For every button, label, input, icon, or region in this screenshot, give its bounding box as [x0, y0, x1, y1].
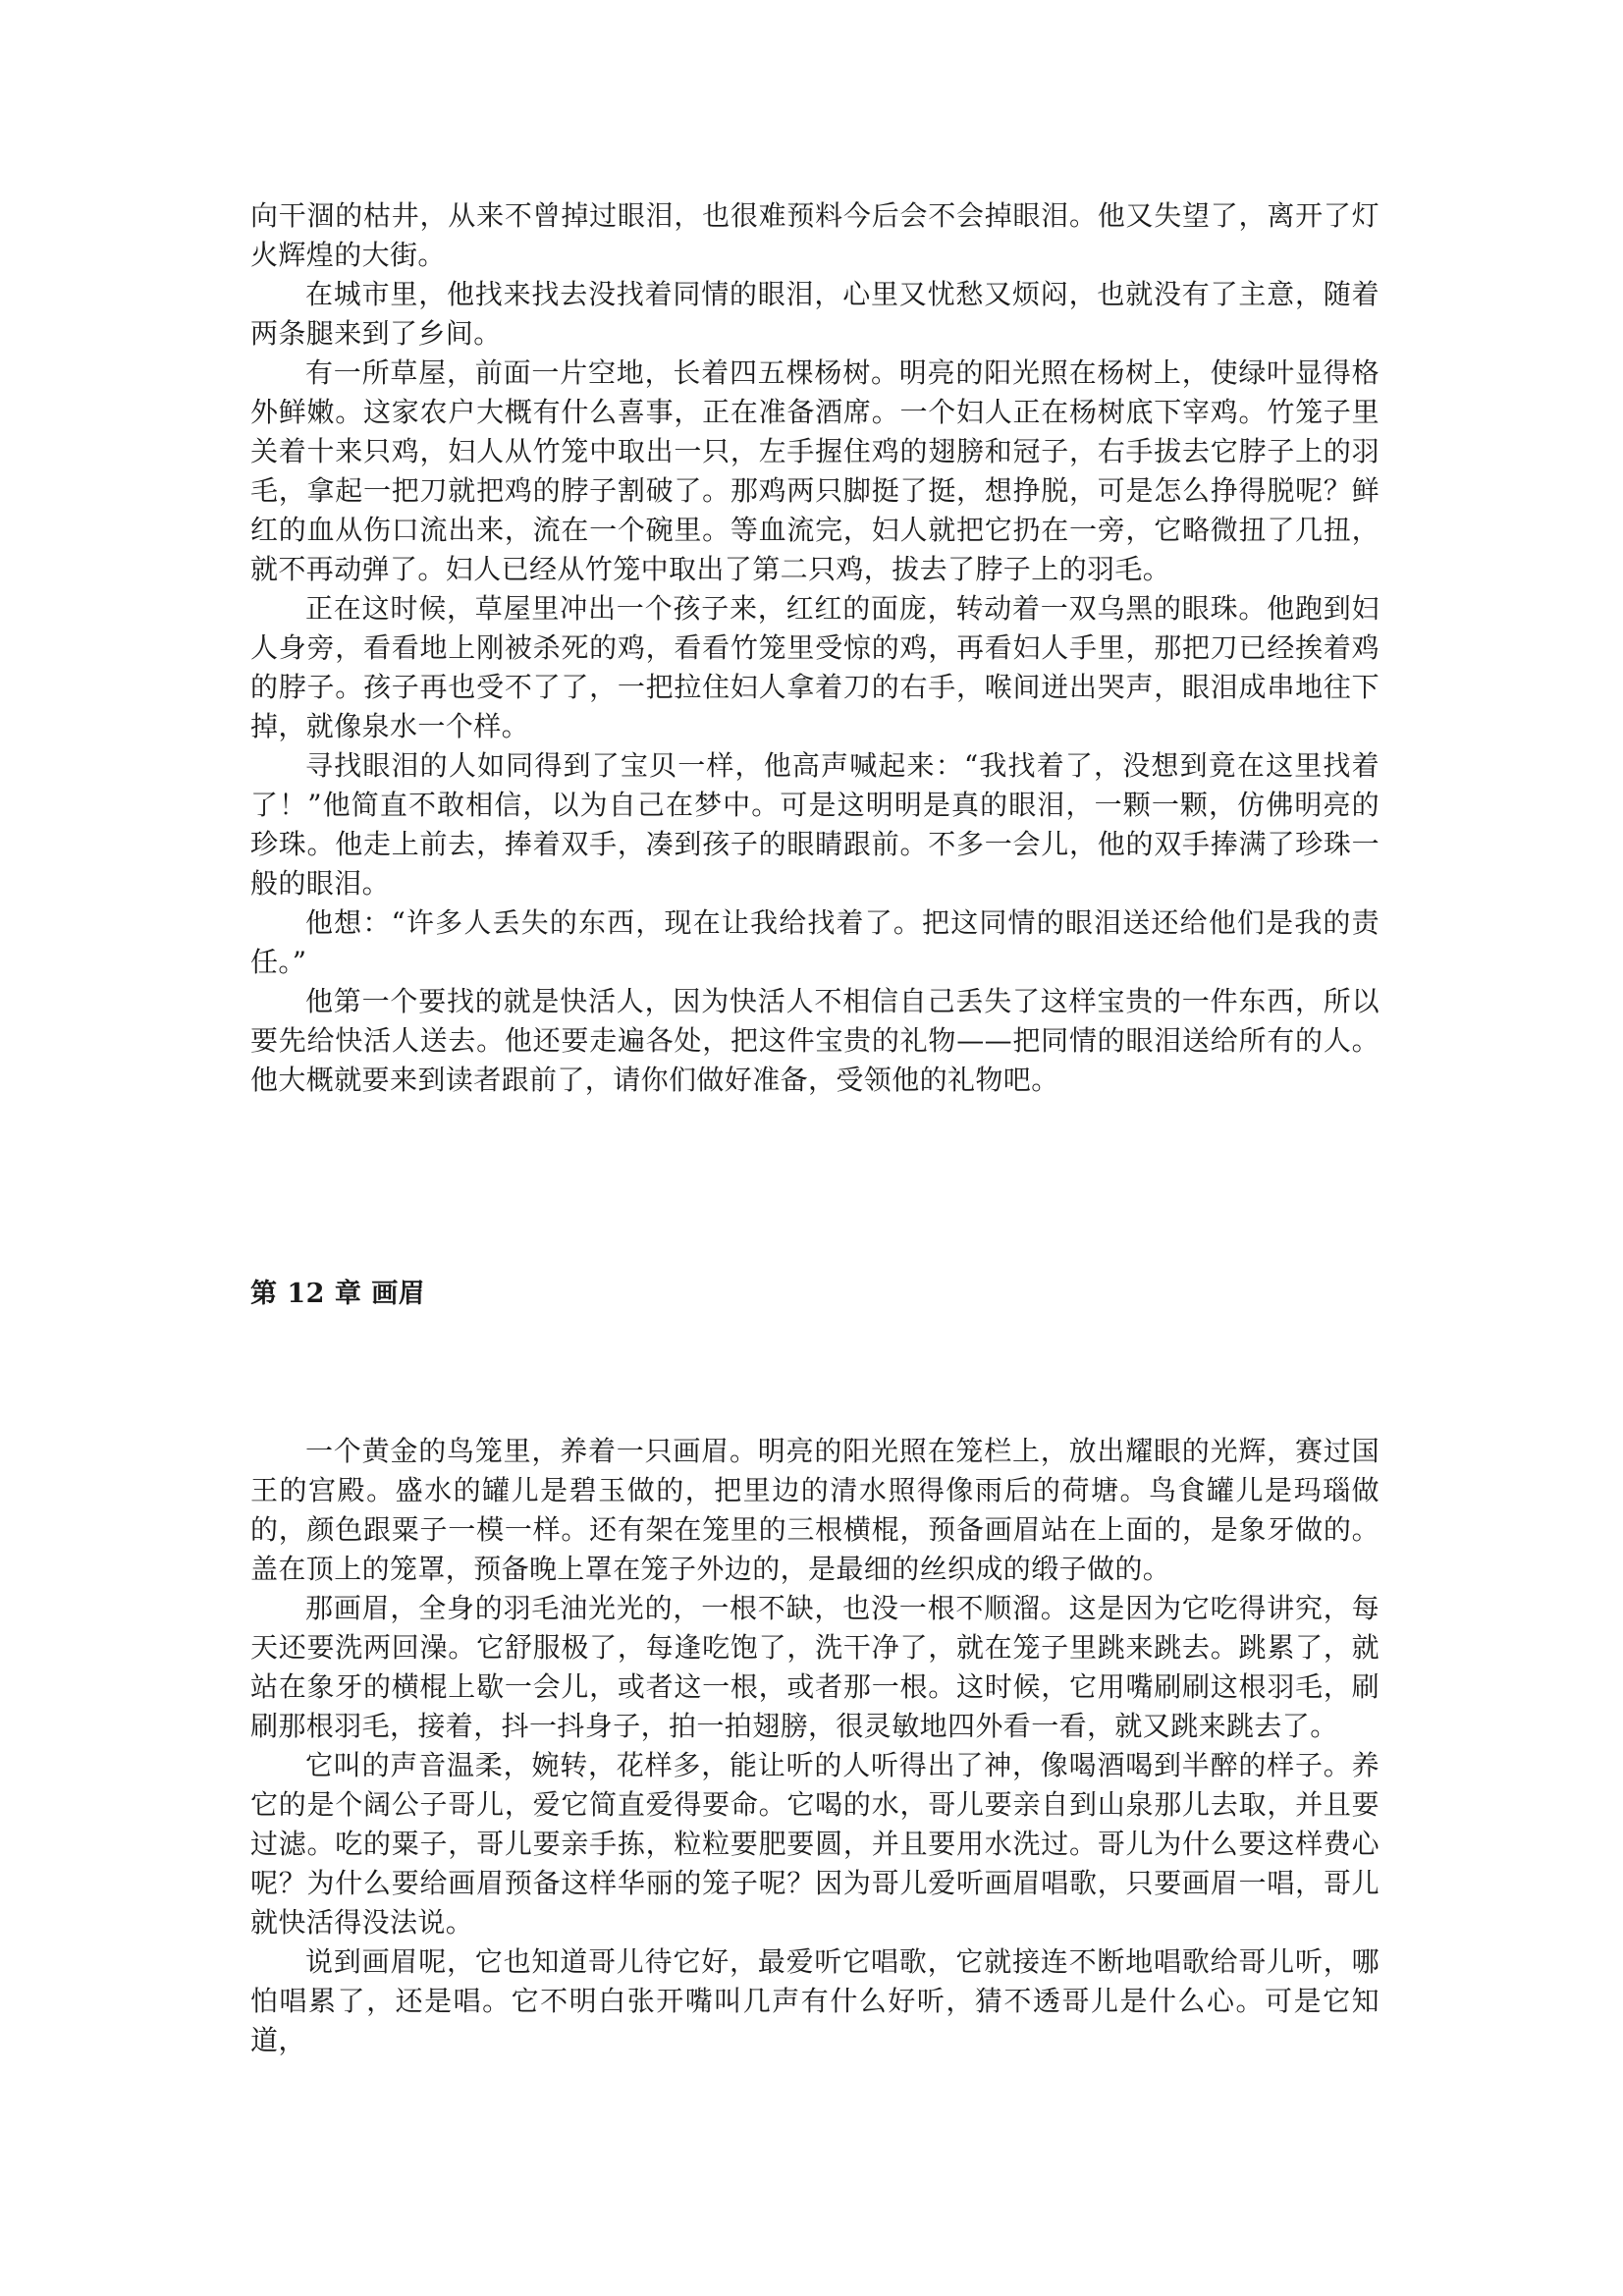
chapter-heading — [250, 1275, 1380, 1314]
paragraph: 他第一个要找的就是快活人，因为快活人不相信自己丢失了这样宝贵的一件东西，所以要先给快活人送去。他还要走遍各处，把这件宝贵的礼物——把同情的眼泪送给所有的人。他大概就要来到读者跟前了，请你们做好准备，受领他的礼物吧。 — [250, 985, 1380, 1096]
paragraph: 在城市里，他找来找去没找着同情的眼泪，心里又忧愁又烦闷，也就没有了主意，随着两条腿来到了乡间。 — [250, 278, 1380, 350]
chapter-title: 第 12 章 画眉 — [250, 1279, 426, 1309]
paragraph: 正在这时候，草屋里冲出一个孩子来，红红的面庞，转动着一双乌黑的眼珠。他跑到妇人身旁，看看地上刚被杀死的鸡，看看竹笼里受惊的鸡，再看妇人手里，那把刀已经挨着鸡的脖子。孩子再也受不了了，一把拉住妇人拿着刀的右手，喉间迸出哭声，眼泪成串地往下掉，就像泉水一个样。 — [250, 592, 1380, 742]
paragraph: 有一所草屋，前面一片空地，长着四五棵杨树。明亮的阳光照在杨树上，使绿叶显得格外鲜嫩。这家农户大概有什么喜事，正在准备酒席。一个妇人正在杨树底下宰鸡。竹笼子里关着十来只鸡，妇人从竹笼中取出一只，左手握住鸡的翅膀和冠子，右手拔去它脖子上的羽毛，拿起一把刀就把鸡的脖子割破了。那鸡两只脚挺了挺，想挣脱，可是怎么挣得脱呢？鲜红的血从伤口流出来，流在一个碗里。等血流完，妇人就把它扔在一旁，它略微扭了几扭，就不再动弹了。妇人已经从竹笼中取出了第二只鸡，拔去了脖子上的羽毛。 — [250, 356, 1380, 585]
paragraph: 他想：“许多人丢失的东西，现在让我给找着了。把这同情的眼泪送还给他们是我的责任。” — [250, 906, 1380, 978]
paragraph: 向干涸的枯井，从来不曾掉过眼泪，也很难预料今后会不会掉眼泪。他又失望了，离开了灯火辉煌的大街。 — [250, 199, 1380, 271]
paragraph: 那画眉，全身的羽毛油光光的，一根不缺，也没一根不顺溜。这是因为它吃得讲究，每天还要洗两回澡。它舒服极了，每逢吃饱了，洗干净了，就在笼子里跳来跳去。跳累了，就站在象牙的横棍上歇一会儿，或者这一根，或者那一根。这时候，它用嘴刷刷这根羽毛，刷刷那根羽毛，接着，抖一抖身子，拍一拍翅膀，很灵敏地四外看一看，就又跳来跳去了。 — [250, 1592, 1380, 1742]
paragraph: 它叫的声音温柔，婉转，花样多，能让听的人听得出了神，像喝酒喝到半醉的样子。养它的是个阔公子哥儿，爱它简直爱得要命。它喝的水，哥儿要亲自到山泉那儿去取，并且要过滤。吃的粟子，哥儿要亲手拣，粒粒要肥要圆，并且要用水洗过。哥儿为什么要这样费心呢？为什么要给画眉预备这样华丽的笼子呢？因为哥儿爱听画眉唱歌，只要画眉一唱，哥儿就快活得没法说。 — [250, 1749, 1380, 1939]
previous-chapter-ending — [250, 196, 1380, 1100]
paragraph: 寻找眼泪的人如同得到了宝贝一样，他高声喊起来：“我找着了，没想到竟在这里找着了！”他简直不敢相信，以为自己在梦中。可是这明明是真的眼泪，一颗一颗，仿佛明亮的珍珠。他走上前去，捧着双手，凑到孩子的眼睛跟前。不多一会儿，他的双手捧满了珍珠一般的眼泪。 — [250, 749, 1380, 900]
chapter-body — [250, 1432, 1380, 2060]
paragraph: 说到画眉呢，它也知道哥儿待它好，最爱听它唱歌，它就接连不断地唱歌给哥儿听，哪怕唱累了，还是唱。它不明白张开嘴叫几声有什么好听，猜不透哥儿是什么心。可是它知道， — [250, 1945, 1380, 2056]
paragraph: 一个黄金的鸟笼里，养着一只画眉。明亮的阳光照在笼栏上，放出耀眼的光辉，赛过国王的宫殿。盛水的罐儿是碧玉做的，把里边的清水照得像雨后的荷塘。鸟食罐儿是玛瑙做的，颜色跟粟子一模一样。还有架在笼里的三根横棍，预备画眉站在上面的，是象牙做的。盖在顶上的笼罩，预备晚上罩在笼子外边的，是最细的丝织成的缎子做的。 — [250, 1435, 1380, 1585]
